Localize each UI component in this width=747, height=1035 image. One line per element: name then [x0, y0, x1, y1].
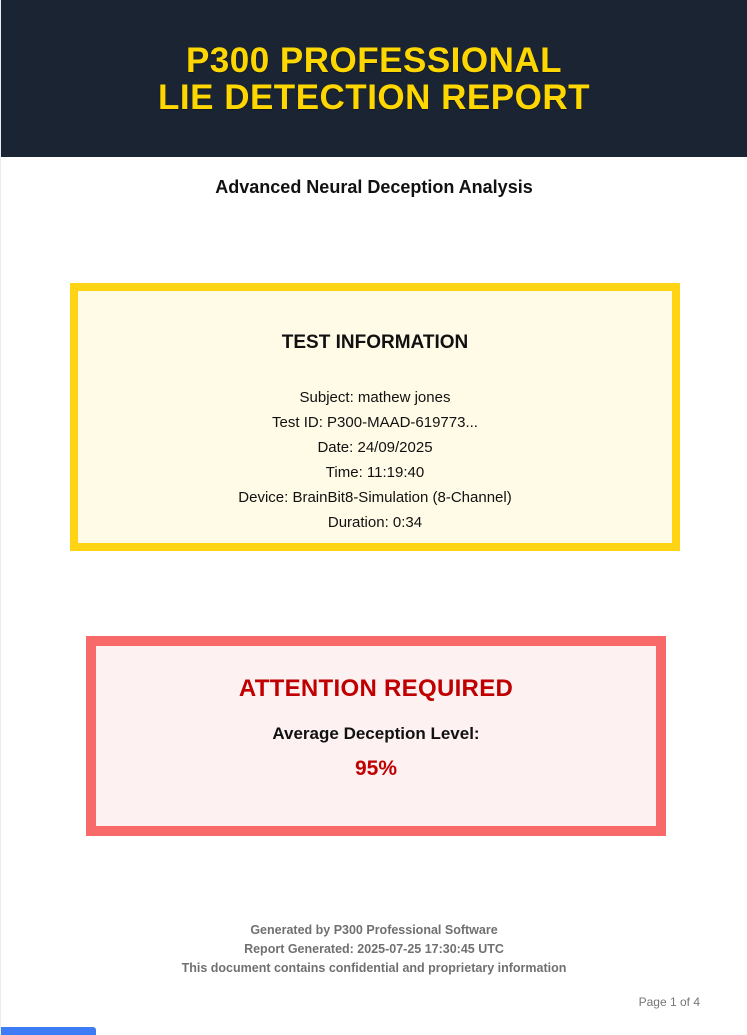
report-footer	[1, 921, 747, 978]
attention-required-title: ATTENTION REQUIRED	[238, 675, 514, 702]
test-info-duration: Duration: 0:34	[327, 514, 423, 531]
report-header	[1, 0, 747, 157]
footer-confidential: This document contains confidential and proprietary information	[181, 961, 567, 975]
browser-status-bar	[1, 1027, 96, 1035]
test-info-test-id: Test ID: P300-MAAD-619773...	[272, 414, 478, 431]
test-information-lines	[78, 385, 672, 535]
test-info-device: Device: BrainBit8-Simulation (8-Channel)	[238, 489, 512, 506]
report-title-line-1: P300 PROFESSIONAL	[185, 40, 563, 80]
test-information-title: TEST INFORMATION	[281, 332, 469, 353]
test-info-date: Date: 24/09/2025	[317, 439, 433, 456]
footer-generated-by: Generated by P300 Professional Software	[250, 923, 498, 937]
attention-required-box	[86, 636, 666, 836]
footer-generated-time: Report Generated: 2025-07-25 17:30:45 UTC	[244, 942, 504, 956]
deception-level-value: 95%	[354, 757, 398, 780]
deception-level-label: Average Deception Level:	[272, 724, 480, 743]
test-info-time: Time: 11:19:40	[325, 464, 425, 481]
test-info-subject: Subject: mathew jones	[299, 389, 451, 406]
page-number: Page 1 of 4	[638, 995, 700, 1009]
report-subtitle: Advanced Neural Deception Analysis	[215, 177, 533, 197]
report-title-line-2: LIE DETECTION REPORT	[158, 77, 590, 117]
test-information-box	[70, 283, 680, 551]
